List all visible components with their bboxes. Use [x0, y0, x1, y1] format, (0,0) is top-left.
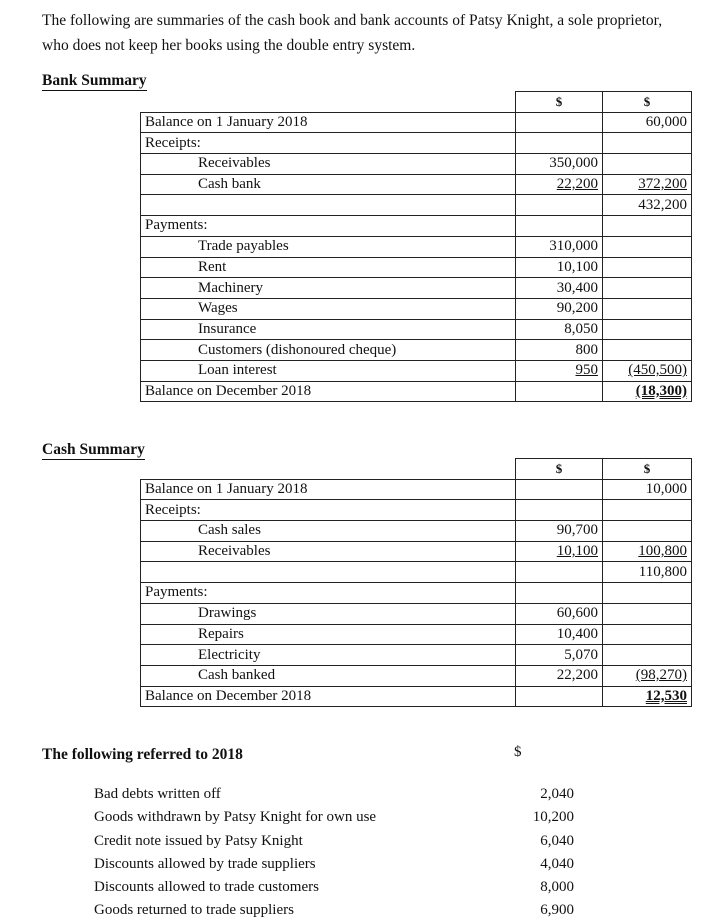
table-row: Cash sales 90,700: [141, 521, 692, 542]
cash-summary-table: [140, 458, 692, 707]
bank-subtotal: 432,200: [603, 195, 692, 216]
notes-heading: The following referred to 2018: [42, 746, 243, 763]
intro-paragraph: The following are summaries of the cash book and bank accounts of Patsy Knight, a sole proprietor, who does not keep her books using the double entry system.: [42, 12, 663, 54]
cash-closing-balance: 12,530: [603, 686, 692, 707]
table-row: Receipts:: [141, 500, 692, 521]
list-item: Bad debts written off 2,040: [94, 786, 574, 802]
table-row: Trade payables 310,000: [141, 236, 692, 257]
bank-summary-heading: Bank Summary: [42, 72, 147, 89]
table-row: Loan interest 950 (450,500): [141, 360, 692, 381]
table-row: Machinery 30,400: [141, 278, 692, 299]
table-row: Balance on 1 January 2018 10,000: [141, 479, 692, 500]
table-row: Insurance 8,050: [141, 319, 692, 340]
list-item: Discounts allowed to trade customers 8,000: [94, 879, 574, 896]
list-item: Credit note issued by Patsy Knight 6,040: [94, 832, 574, 849]
table-row: Payments:: [141, 583, 692, 604]
list-item: Goods returned to trade suppliers 6,900: [94, 902, 574, 919]
bank-closing-balance: (18,300): [603, 381, 692, 402]
table-row: Cash bank 22,200 372,200: [141, 174, 692, 195]
notes-list: [94, 783, 574, 923]
col1-currency: $: [516, 92, 603, 113]
table-row: Balance on 1 January 2018 60,000: [141, 112, 692, 133]
table-row: Balance on December 2018 (18,300): [141, 381, 692, 402]
notes-currency: $: [514, 744, 522, 760]
col1-currency: $: [516, 459, 603, 480]
table-row: Electricity 5,070: [141, 645, 692, 666]
col2-currency: $: [603, 459, 692, 480]
table-row: Drawings 60,600: [141, 603, 692, 624]
table-row: Receivables 10,100 100,800: [141, 541, 692, 562]
table-row: Wages 90,200: [141, 298, 692, 319]
table-row: Cash banked 22,200 (98,270): [141, 665, 692, 686]
table-row: Receipts:: [141, 133, 692, 154]
table-row: [141, 562, 692, 583]
cash-summary-heading: Cash Summary: [42, 441, 145, 458]
table-row: Payments:: [141, 216, 692, 237]
table-row: [141, 195, 692, 216]
table-row: Balance on December 2018 12,530: [141, 686, 692, 707]
cash-subtotal: 110,800: [603, 562, 692, 583]
bank-summary-table: [140, 91, 692, 402]
col2-currency: $: [603, 92, 692, 113]
list-item: Discounts allowed by trade suppliers 4,040: [94, 855, 574, 872]
list-item: Goods withdrawn by Patsy Knight for own use 10,200: [94, 809, 574, 826]
table-row: Receivables 350,000: [141, 154, 692, 175]
table-row: Repairs 10,400: [141, 624, 692, 645]
table-header-row: [141, 459, 692, 480]
table-row: Rent 10,100: [141, 257, 692, 278]
table-header-row: [141, 92, 692, 113]
table-row: Customers (dishonoured cheque) 800: [141, 340, 692, 361]
